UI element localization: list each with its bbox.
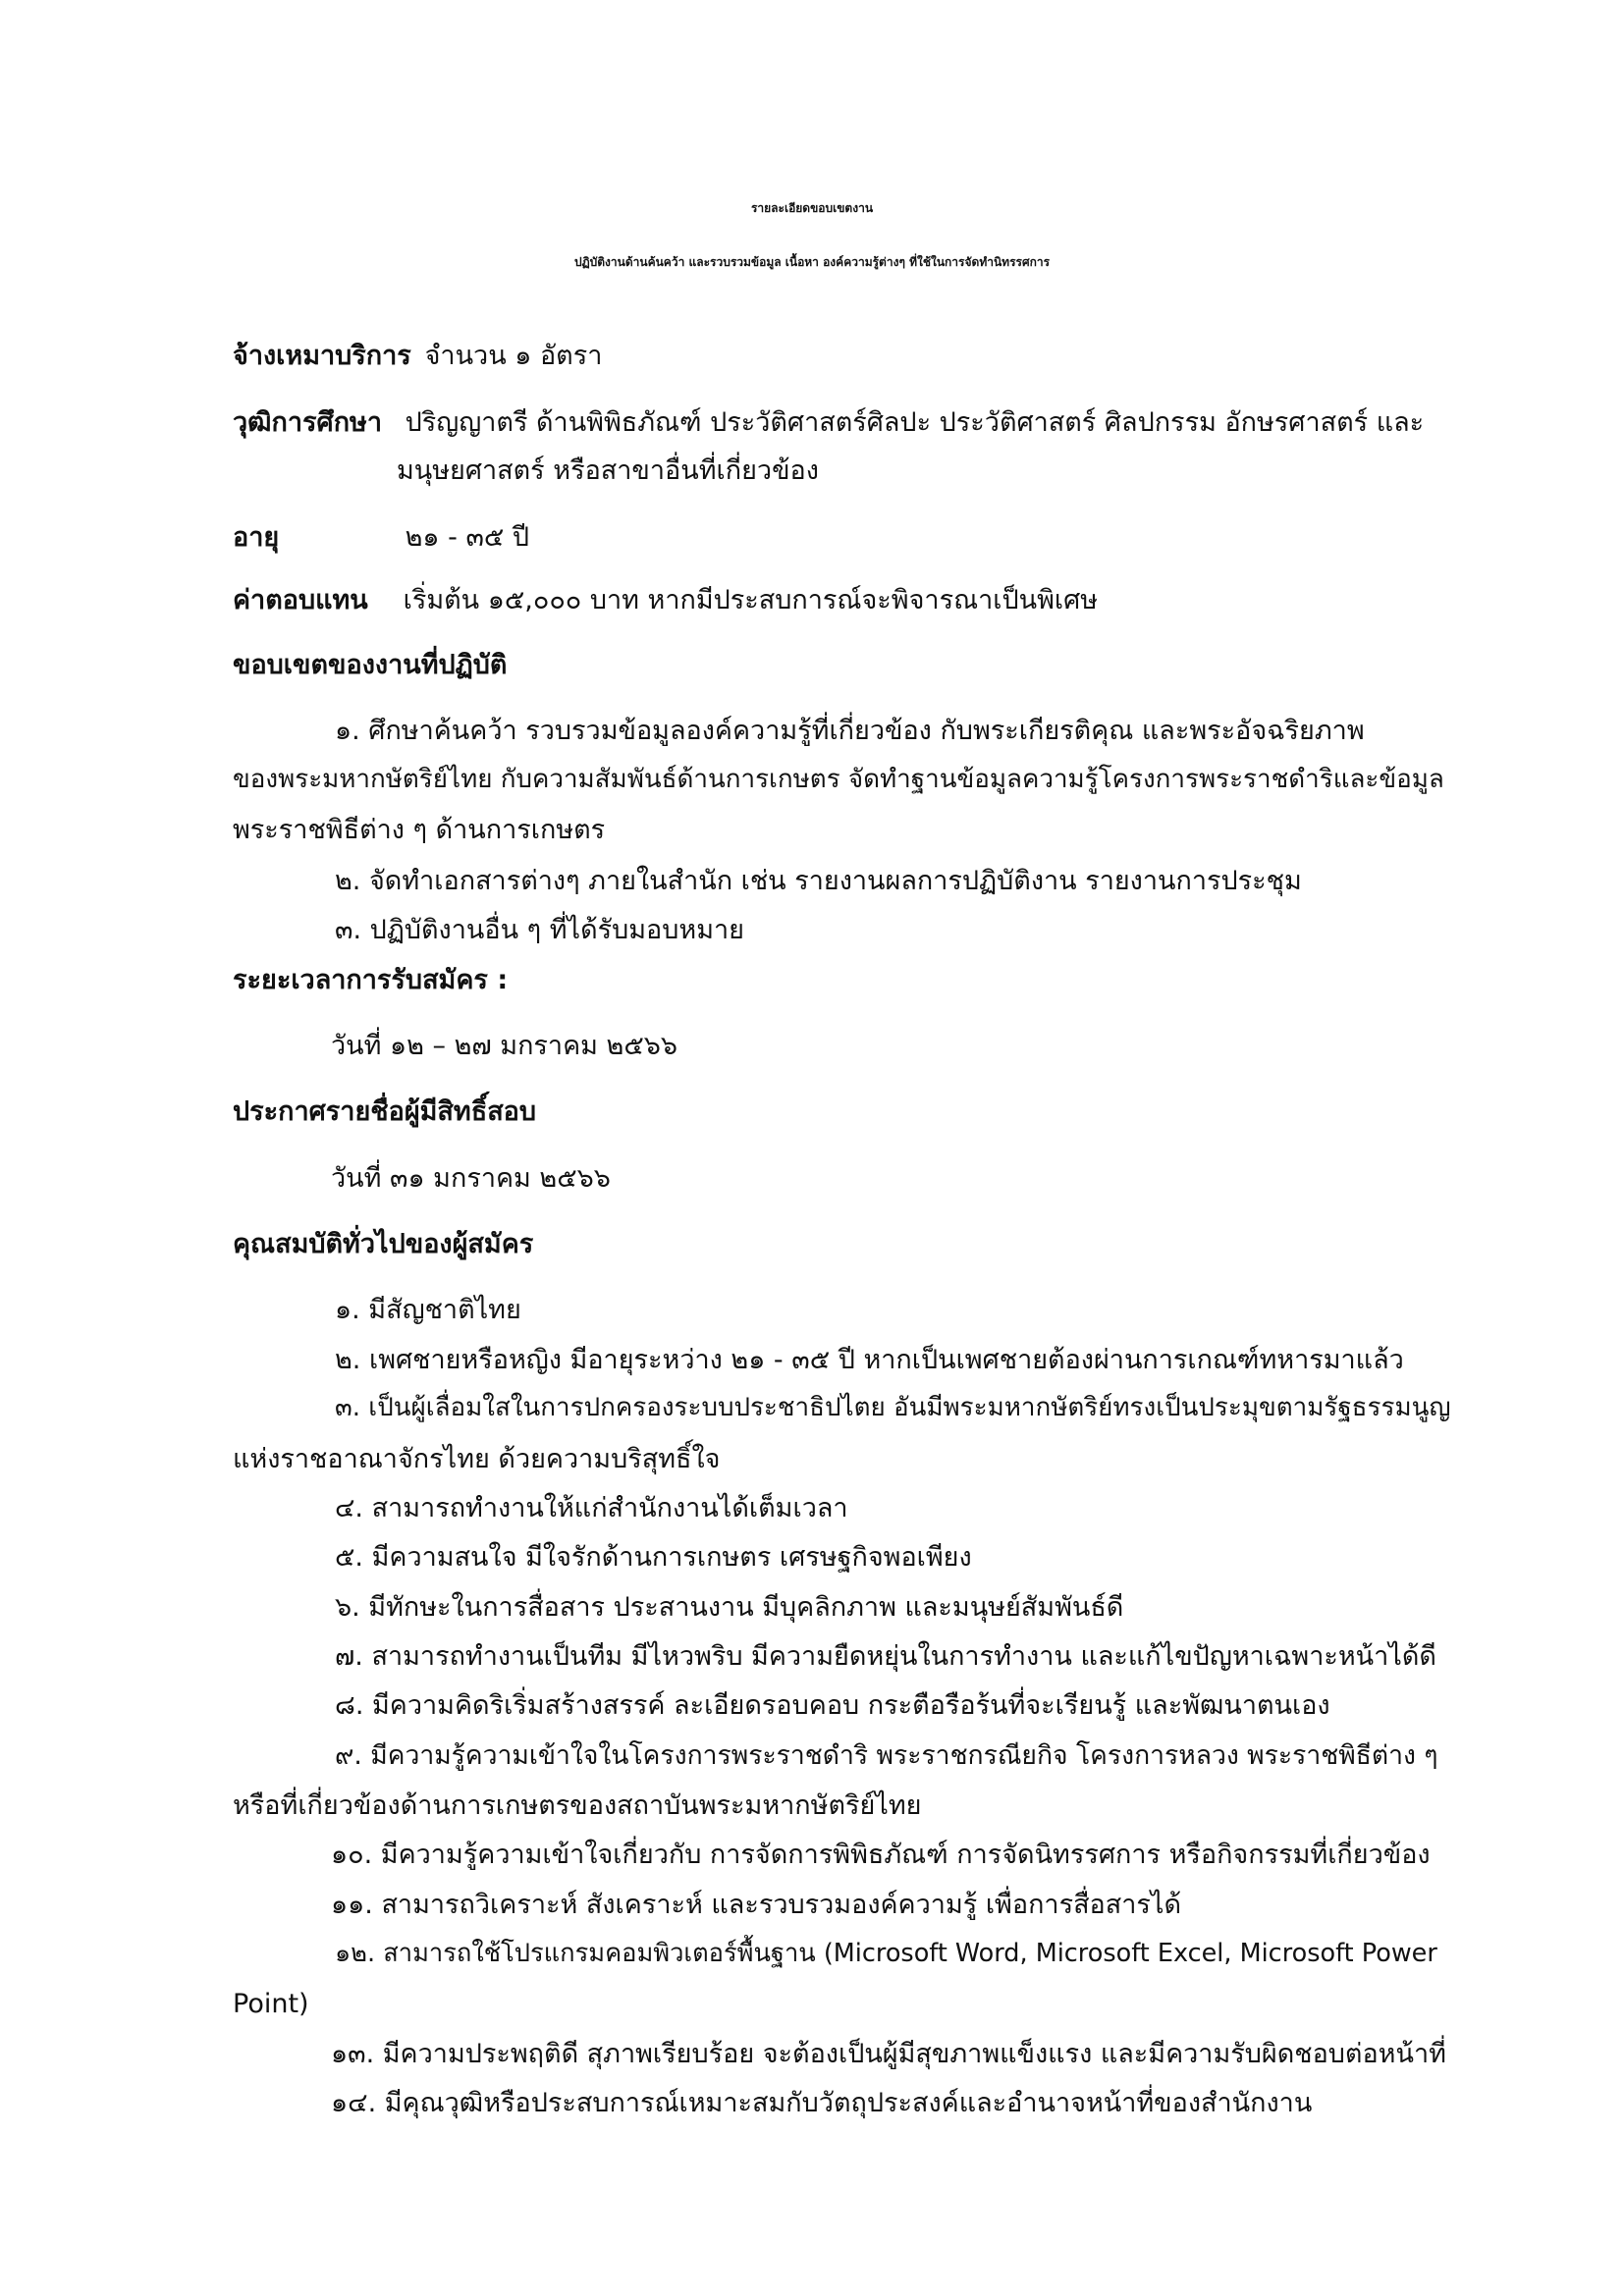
qualification-13: ๑๓. มีความประพฤติดี สุภาพเรียบร้อย จะต้องเป็นผู้มีสุขภาพแข็งแรง และมีความรับผิดชอบต่อหน้าที่ xyxy=(331,2039,1446,2069)
education-line-2: มนุษยศาสตร์ หรือสาขาอื่นที่เกี่ยวข้อง xyxy=(397,455,819,486)
announcement-heading: ประกาศรายชื่อผู้มีสิทธิ์สอบ xyxy=(233,1096,537,1127)
qualification-14: ๑๔. มีคุณวุฒิหรือประสบการณ์เหมาะสมกับวัตถุประสงค์และอำนาจหน้าที่ของสำนักงาน xyxy=(331,2088,1313,2118)
qualification-3-line-2: แห่งราชอาณาจักรไทย ด้วยความบริสุทธิ์ใจ xyxy=(233,1444,721,1474)
qualification-1: ๑. มีสัญชาติไทย xyxy=(335,1295,521,1325)
age-label: อายุ xyxy=(233,522,280,553)
compensation-value: เริ่มต้น ๑๕,๐๐๐ บาท หากมีประสบการณ์จะพิจารณาเป็นพิเศษ xyxy=(403,585,1099,615)
age-row xyxy=(233,520,529,555)
qualification-11: ๑๑. สามารถวิเคราะห์ สังเคราะห์ และรวบรวมองค์ความรู้ เพื่อการสื่อสารได้ xyxy=(331,1890,1182,1920)
qualification-9-line-2: หรือที่เกี่ยวข้องด้านการเกษตรของสถาบันพระมหากษัตริย์ไทย xyxy=(233,1790,922,1821)
scope-item-1-line-1: ๑. ศึกษาค้นคว้า รวบรวมข้อมูลองค์ความรู้ที่เกี่ยวข้อง กับพระเกียรติคุณ และพระอัจฉริยภาพ xyxy=(335,716,1365,746)
qualifications-heading: คุณสมบัติทั่วไปของผู้สมัคร xyxy=(233,1229,534,1259)
qualification-5: ๕. มีความสนใจ มีใจรักด้านการเกษตร เศรษฐกิจพอเพียง xyxy=(335,1542,972,1573)
scope-item-1-line-3: พระราชพิธีต่าง ๆ ด้านการเกษตร xyxy=(233,815,606,845)
compensation-label: ค่าตอบแทน xyxy=(233,585,368,615)
application-period-value: วันที่ ๑๒ – ๒๗ มกราคม ๒๕๖๖ xyxy=(331,1031,678,1061)
announcement-value: วันที่ ๓๑ มกราคม ๒๕๖๖ xyxy=(331,1163,611,1194)
education-row xyxy=(233,405,1424,440)
application-period-heading: ระยะเวลาการรับสมัคร : xyxy=(233,965,509,995)
qualification-6: ๖. มีทักษะในการสื่อสาร ประสานงาน มีบุคลิกภาพ และมนุษย์สัมพันธ์ดี xyxy=(335,1592,1124,1623)
qualification-7: ๗. สามารถทำงานเป็นทีม มีไหวพริบ มีความยืดหยุ่นในการทำงาน และแก้ไขปัญหาเฉพาะหน้าได้ดี xyxy=(335,1641,1436,1672)
hire-label: จ้างเหมาบริการ xyxy=(233,341,411,371)
scope-item-3: ๓. ปฏิบัติงานอื่น ๆ ที่ได้รับมอบหมาย xyxy=(335,915,744,945)
compensation-row xyxy=(233,583,1098,617)
scope-item-2: ๒. จัดทำเอกสารต่างๆ ภายในสำนัก เช่น รายงานผลการปฏิบัติงาน รายงานการประชุม xyxy=(335,866,1302,896)
qualification-4: ๔. สามารถทำงานให้แก่สำนักงานได้เต็มเวลา xyxy=(335,1493,848,1523)
qualification-9-line-1: ๙. มีความรู้ความเข้าใจในโครงการพระราชดำริ พระราชกรณียกิจ โครงการหลวง พระราชพิธีต่าง ๆ xyxy=(335,1740,1438,1771)
qualification-12-line-2: Point) xyxy=(233,1989,309,2019)
qualification-3-line-1: ๓. เป็นผู้เลื่อมใสในการปกครองระบบประชาธิปไตย อันมีพระมหากษัตริย์ทรงเป็นประมุขตามรัฐธรรมนูญ xyxy=(335,1393,1451,1422)
document-title: รายละเอียดขอบเขตงาน xyxy=(750,201,874,215)
education-label: วุฒิการศึกษา xyxy=(233,407,383,438)
scope-item-1-line-2: ของพระมหากษัตริย์ไทย กับความสัมพันธ์ด้านการเกษตร จัดทำฐานข้อมูลความรู้โครงการพระราชดำริและข้อมูล xyxy=(233,765,1444,794)
document-subtitle: ปฏิบัติงานด้านค้นคว้า และรวบรวมข้อมูล เนื้อหา องค์ความรู้ต่างๆ ที่ใช้ในการจัดทำนิทรรศการ xyxy=(573,255,1051,269)
qualification-12-line-1: ๑๒. สามารถใช้โปรแกรมคอมพิวเตอร์พื้นฐาน (Microsoft Word, Microsoft Excel, Microsoft Power xyxy=(335,1939,1437,1968)
hire-value: จำนวน ๑ อัตรา xyxy=(424,341,603,371)
qualification-8: ๘. มีความคิดริเริ่มสร้างสรรค์ ละเอียดรอบคอบ กระตือรือร้นที่จะเรียนรู้ และพัฒนาตนเอง xyxy=(335,1690,1330,1721)
qualification-10: ๑๐. มีความรู้ความเข้าใจเกี่ยวกับ การจัดการพิพิธภัณฑ์ การจัดนิทรรศการ หรือกิจกรรมที่เกี่ยวข้อง xyxy=(331,1840,1431,1870)
education-line-1: ปริญญาตรี ด้านพิพิธภัณฑ์ ประวัติศาสตร์ศิลปะ ประวัติศาสตร์ ศิลปกรรม อักษรศาสตร์ และ xyxy=(405,407,1425,438)
scope-heading: ขอบเขตของงานที่ปฏิบัติ xyxy=(233,650,508,680)
qualification-2: ๒. เพศชายหรือหญิง มีอายุระหว่าง ๒๑ - ๓๕ ปี หากเป็นเพศชายต้องผ่านการเกณฑ์ทหารมาแล้ว xyxy=(335,1345,1404,1375)
age-value: ๒๑ - ๓๕ ปี xyxy=(405,522,530,553)
hire-row xyxy=(233,339,602,373)
